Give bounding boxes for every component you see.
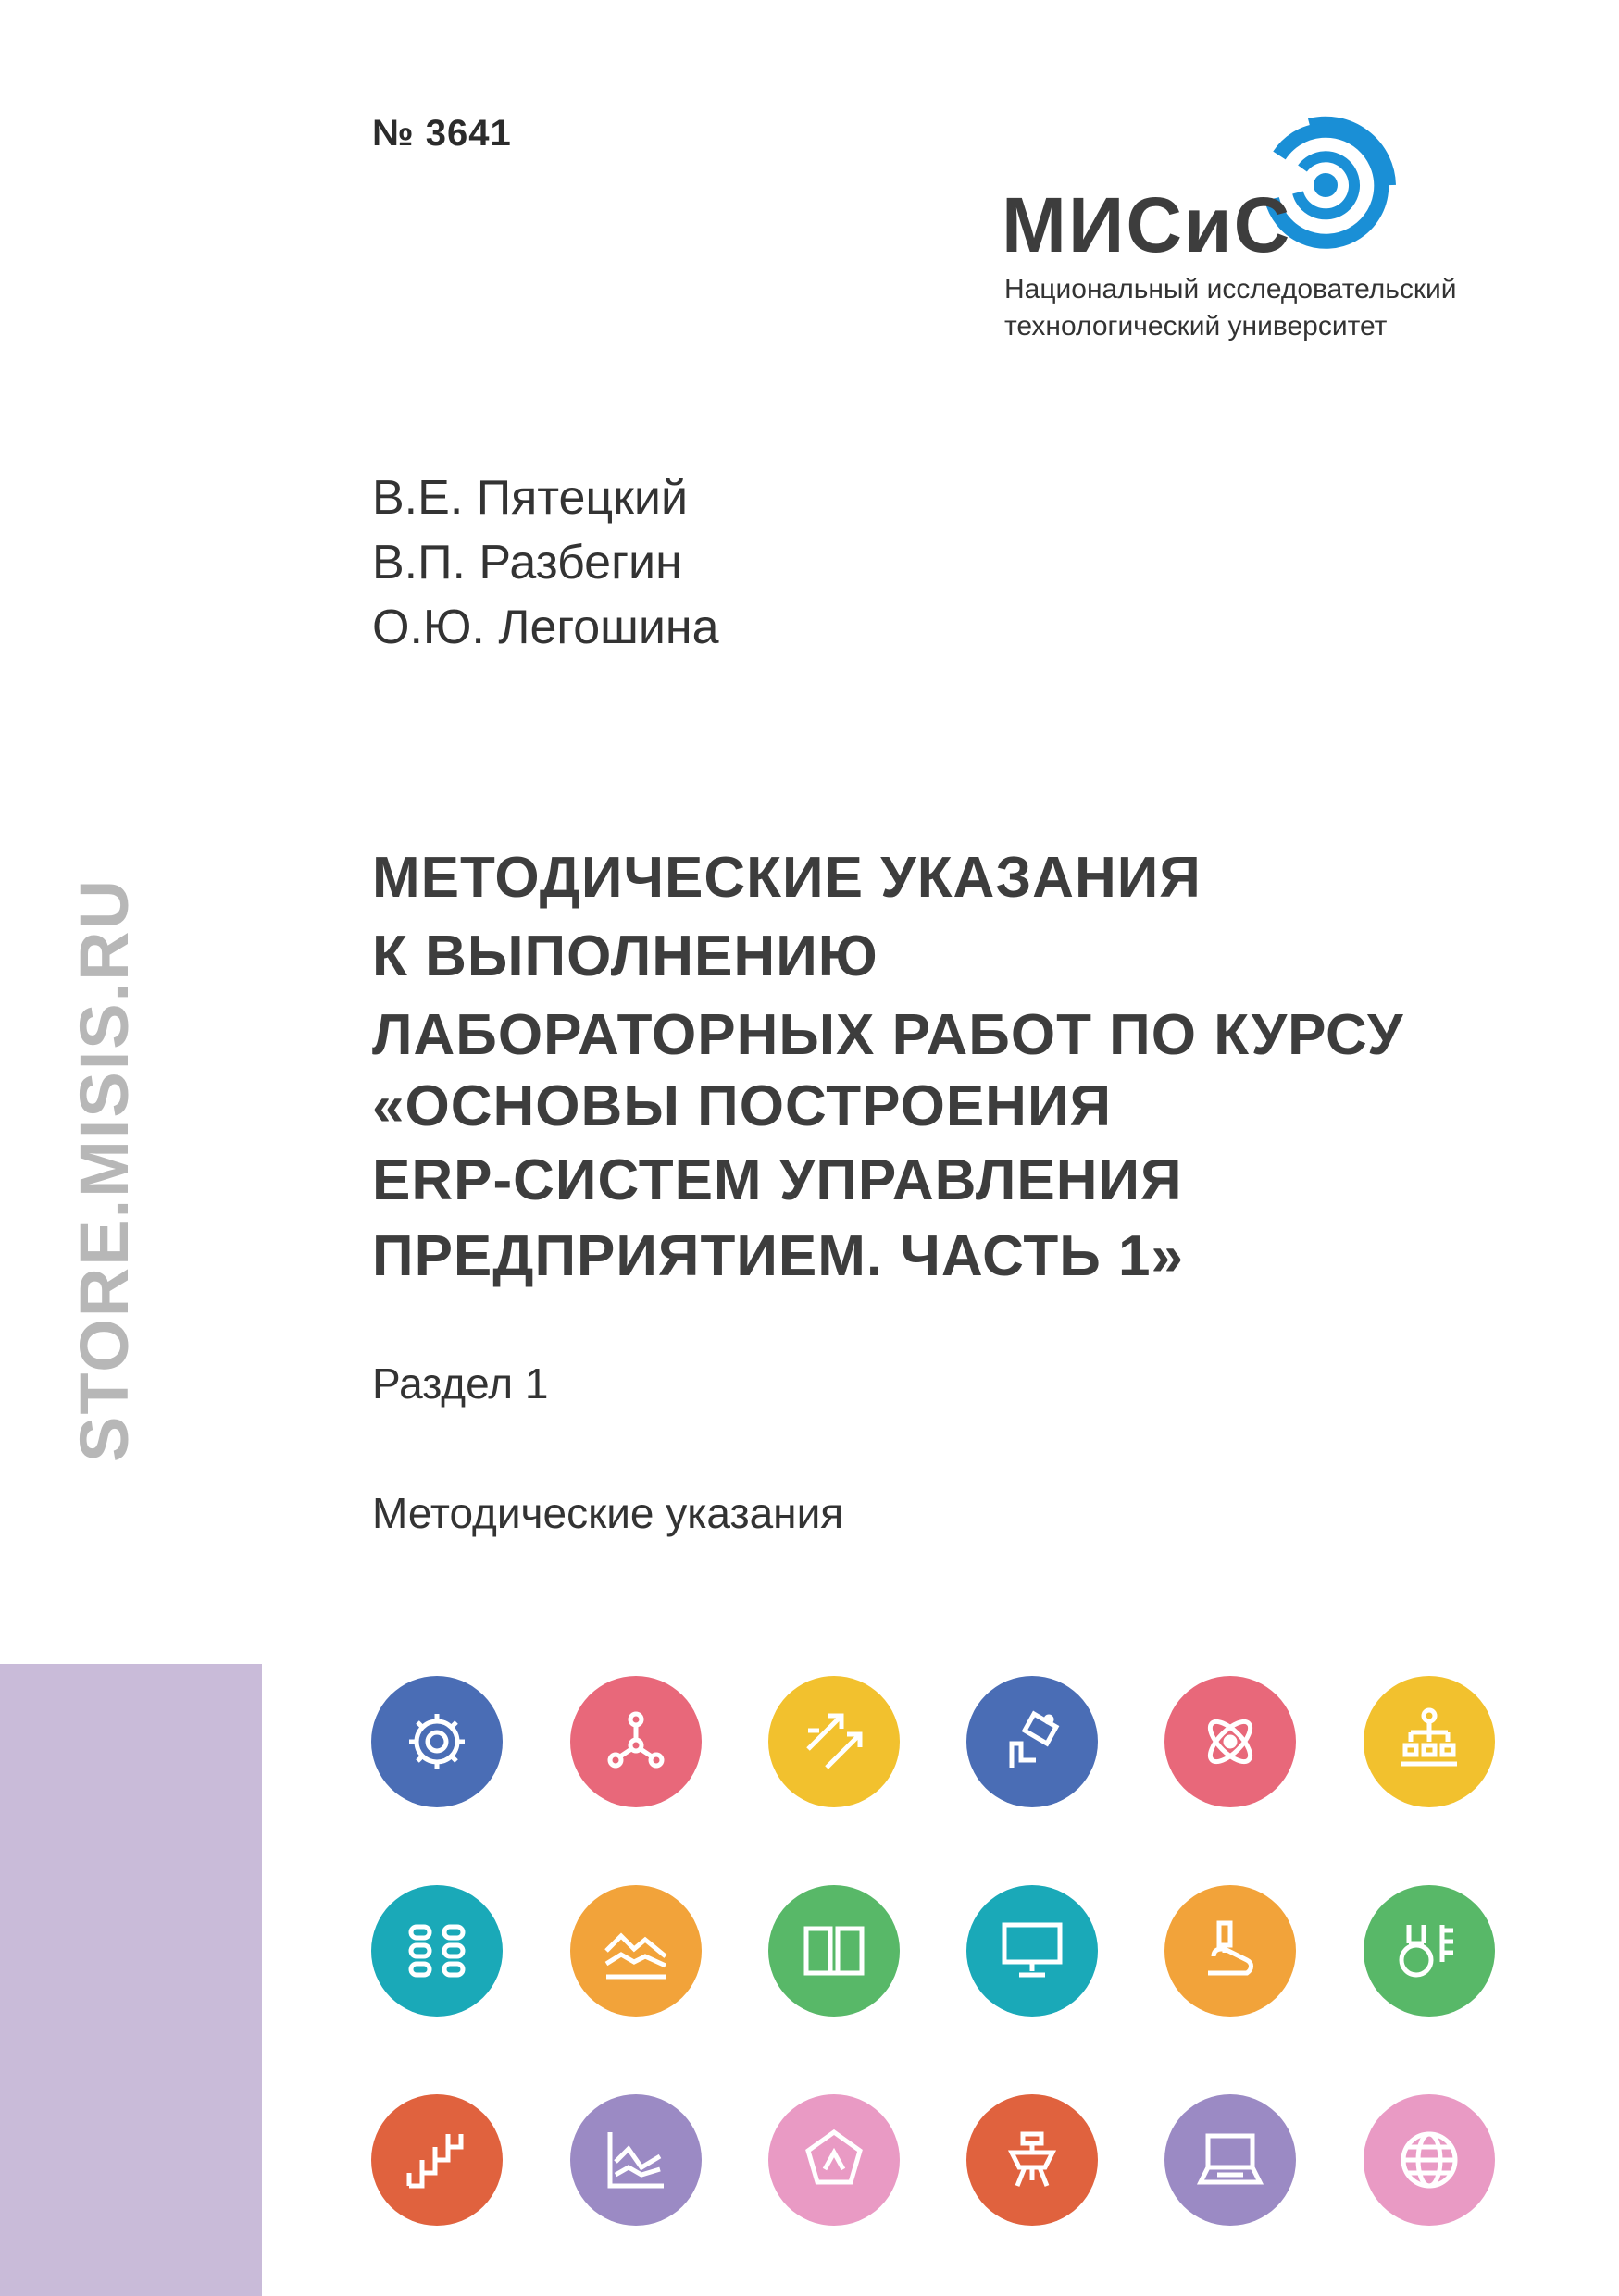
title-line-2: К ВЫПОЛНЕНИЮ [372, 925, 878, 988]
gear-icon [371, 1676, 503, 1807]
atom-icon [1164, 1676, 1296, 1807]
document-type: Методические указания [372, 1489, 844, 1537]
side-color-band [0, 1664, 262, 2296]
chart-icon [570, 2094, 702, 2226]
microscope-icon [1164, 1885, 1296, 2017]
title-line-3: ЛАБОРАТОРНЫХ РАБОТ ПО КУРСУ [372, 1003, 1404, 1067]
flask-icon [1364, 1885, 1495, 2017]
stairs-icon [371, 2094, 503, 2226]
ladle-icon [966, 1676, 1098, 1807]
monitor-icon [966, 1885, 1098, 2017]
pentagon-icon [768, 2094, 900, 2226]
logo-name: МИСиС [1002, 181, 1292, 268]
logo-subtitle-line-1: Национальный исследовательский [1004, 274, 1457, 304]
catalog-number: № 3641 [372, 113, 512, 154]
title-line-4: «ОСНОВЫ ПОСТРОЕНИЯ [372, 1074, 1113, 1138]
laptop-icon [1164, 2094, 1296, 2226]
robot-arm-icon [966, 2094, 1098, 2226]
side-website-text: STORE.MISIS.RU [66, 877, 143, 1462]
molecule-icon [570, 1676, 702, 1807]
title-line-1: МЕТОДИЧЕСКИЕ УКАЗАНИЯ [372, 846, 1202, 910]
logo-subtitle-line-2: технологический университет [1004, 311, 1388, 341]
grid-icon [371, 1885, 503, 2017]
title-line-5: ERP-СИСТЕМ УПРАВЛЕНИЯ [372, 1148, 1183, 1212]
globe-icon [1364, 2094, 1495, 2226]
arrows-icon [768, 1676, 900, 1807]
author-2: В.П. Разбегин [372, 536, 682, 590]
hierarchy-icon [1364, 1676, 1495, 1807]
book-icon [768, 1885, 900, 2017]
title-line-6: ПРЕДПРИЯТИЕМ. ЧАСТЬ 1» [372, 1224, 1185, 1288]
author-1: В.Е. Пятецкий [372, 471, 689, 525]
author-3: О.Ю. Легошина [372, 601, 719, 654]
section-label: Раздел 1 [372, 1359, 549, 1408]
mountains-icon [570, 1885, 702, 2017]
